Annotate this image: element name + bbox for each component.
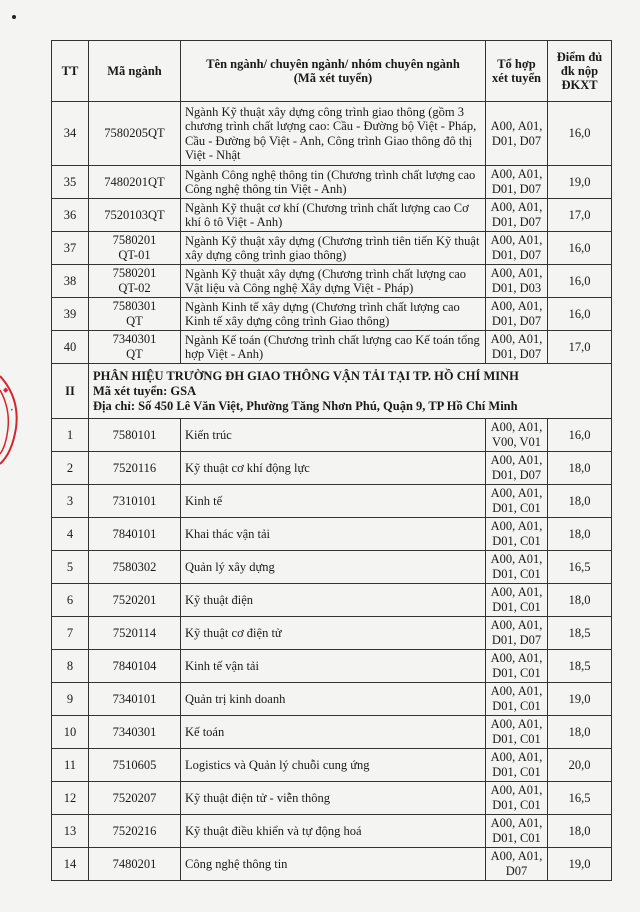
program-code-text: 7520216 bbox=[112, 823, 157, 838]
table-row bbox=[52, 199, 612, 232]
subject-combination bbox=[486, 166, 548, 199]
score-text: 18,5 bbox=[568, 658, 591, 673]
minimum-score bbox=[548, 419, 612, 452]
combo-line: A00, A01, bbox=[490, 233, 543, 247]
score-text: 18,0 bbox=[568, 460, 591, 475]
row-number-text: 1 bbox=[66, 427, 74, 442]
program-code bbox=[89, 199, 181, 232]
program-name-text: Quản lý xây dựng bbox=[185, 559, 275, 574]
combo-line: D01, D07 bbox=[491, 248, 542, 262]
program-name bbox=[181, 848, 486, 881]
combo-line: A00, A01, bbox=[490, 816, 543, 830]
row-number bbox=[52, 331, 89, 364]
section-row bbox=[52, 364, 612, 419]
subject-combination bbox=[486, 782, 548, 815]
combo-line: D01, C01 bbox=[492, 600, 541, 614]
table-row bbox=[52, 485, 612, 518]
program-name-text: Quản trị kinh doanh bbox=[185, 691, 286, 706]
table-row bbox=[52, 584, 612, 617]
score-text: 18,0 bbox=[568, 823, 591, 838]
program-code-text: 7520201 bbox=[112, 592, 157, 607]
combo-line: D01, C01 bbox=[492, 567, 541, 581]
subject-combination bbox=[486, 265, 548, 298]
program-code-text: 7580201 bbox=[112, 233, 157, 247]
punch-dot bbox=[12, 15, 16, 19]
program-code-text: 7520114 bbox=[112, 625, 157, 640]
program-code bbox=[89, 683, 181, 716]
program-code bbox=[89, 518, 181, 551]
row-number bbox=[52, 485, 89, 518]
svg-text:◆: ◆ bbox=[3, 386, 9, 394]
program-name-text: Khai thác vận tải bbox=[185, 526, 271, 541]
program-name-text: Kỹ thuật điện tử - viễn thông bbox=[185, 790, 330, 805]
program-name bbox=[181, 683, 486, 716]
program-name bbox=[181, 485, 486, 518]
minimum-score bbox=[548, 683, 612, 716]
program-code bbox=[89, 749, 181, 782]
score-text: 16,0 bbox=[568, 240, 591, 255]
table-row bbox=[52, 452, 612, 485]
minimum-score bbox=[548, 650, 612, 683]
minimum-score bbox=[548, 265, 612, 298]
program-code-text: 7340101 bbox=[112, 691, 157, 706]
row-number bbox=[52, 584, 89, 617]
program-code-text: 7340301 bbox=[112, 724, 157, 739]
red-stamp-fragment bbox=[0, 368, 24, 468]
row-number-text: 7 bbox=[66, 625, 74, 640]
minimum-score bbox=[548, 331, 612, 364]
subject-combination bbox=[486, 617, 548, 650]
table-row bbox=[52, 265, 612, 298]
row-number-text: 39 bbox=[63, 306, 77, 321]
combo-line: D01, C01 bbox=[492, 501, 541, 515]
program-code bbox=[89, 650, 181, 683]
table-row bbox=[52, 683, 612, 716]
combo-line: A00, A01, bbox=[490, 266, 543, 280]
section-address: Địa chỉ: Số 450 Lê Văn Việt, Phường Tăng Nhơn Phú, Quận 9, TP Hồ Chí Minh bbox=[93, 398, 518, 413]
program-code bbox=[89, 782, 181, 815]
row-number-text: 6 bbox=[66, 592, 74, 607]
combo-line: A00, A01, bbox=[490, 717, 543, 731]
row-number-text: 12 bbox=[63, 790, 77, 805]
subject-combination bbox=[486, 199, 548, 232]
combo-line: A00, A01, bbox=[490, 783, 543, 797]
row-number-text: 4 bbox=[66, 526, 74, 541]
row-number bbox=[52, 102, 89, 166]
program-name bbox=[181, 265, 486, 298]
combo-line: D01, D07 bbox=[491, 133, 542, 148]
combo-line: A00, A01, bbox=[490, 849, 543, 863]
combo-line: A00, A01, bbox=[490, 299, 543, 313]
minimum-score bbox=[548, 485, 612, 518]
program-name bbox=[181, 551, 486, 584]
subject-combination bbox=[486, 683, 548, 716]
svg-text:•: • bbox=[10, 407, 14, 414]
program-name-text: Ngành Kỹ thuật xây dựng (Chương trình tiên tiến Kỹ thuật xây dựng công trình giao thông) bbox=[185, 233, 480, 262]
row-number-text: 38 bbox=[63, 273, 77, 288]
score-text: 19,0 bbox=[568, 856, 591, 871]
score-text: 16,5 bbox=[568, 559, 591, 574]
combo-line: A00, A01, bbox=[490, 552, 543, 566]
program-name-text: Ngành Kỹ thuật xây dựng (Chương trình chất lượng cao Vật liệu và Công nghệ Xây dựng Việt - Pháp) bbox=[185, 266, 467, 295]
combo-line: A00, A01, bbox=[490, 200, 543, 214]
row-number bbox=[52, 782, 89, 815]
program-code bbox=[89, 331, 181, 364]
program-code-suffix: QT-01 bbox=[118, 248, 151, 262]
score-text: 18,0 bbox=[568, 493, 591, 508]
program-name-text: Kiến trúc bbox=[185, 427, 232, 442]
score-text: 18,5 bbox=[568, 625, 591, 640]
score-text: 17,0 bbox=[568, 207, 591, 222]
program-code-text: 7340301 bbox=[112, 332, 157, 346]
table-row bbox=[52, 298, 612, 331]
section-code: Mã xét tuyển: GSA bbox=[93, 383, 197, 398]
program-code bbox=[89, 102, 181, 166]
program-code-suffix: QT bbox=[126, 347, 143, 361]
combo-line: D01, D07 bbox=[491, 182, 542, 196]
program-code-text: 7520207 bbox=[112, 790, 157, 805]
program-name-text: Kế toán bbox=[185, 724, 225, 739]
program-name-text: Kỹ thuật điều khiển và tự động hoá bbox=[185, 823, 362, 838]
combo-line: A00, A01, bbox=[490, 453, 543, 467]
program-code-text: 7480201 bbox=[112, 856, 157, 871]
program-group-b bbox=[52, 419, 612, 881]
combo-line: D01, D07 bbox=[491, 314, 542, 328]
program-name bbox=[181, 331, 486, 364]
header-name: Tên ngành/ chuyên ngành/ nhóm chuyên ngành (Mã xét tuyển) bbox=[181, 41, 486, 102]
program-code bbox=[89, 452, 181, 485]
row-number bbox=[52, 166, 89, 199]
program-code-text: 7310101 bbox=[112, 493, 157, 508]
minimum-score bbox=[548, 102, 612, 166]
combo-line: D01, C01 bbox=[492, 765, 541, 779]
program-name bbox=[181, 232, 486, 265]
row-number-text: 36 bbox=[63, 207, 77, 222]
score-text: 16,0 bbox=[568, 273, 591, 288]
combo-line: D07 bbox=[505, 864, 528, 878]
program-code-text: 7840101 bbox=[112, 526, 157, 541]
program-code bbox=[89, 485, 181, 518]
combo-line: D01, D03 bbox=[491, 281, 542, 295]
minimum-score bbox=[548, 551, 612, 584]
program-name bbox=[181, 199, 486, 232]
row-number-text: 5 bbox=[66, 559, 74, 574]
table-row bbox=[52, 782, 612, 815]
table-row bbox=[52, 716, 612, 749]
program-code-suffix: QT-02 bbox=[118, 281, 151, 295]
row-number-text: 11 bbox=[63, 757, 77, 772]
program-code bbox=[89, 848, 181, 881]
score-text: 18,0 bbox=[568, 592, 591, 607]
row-number bbox=[52, 815, 89, 848]
table-row bbox=[52, 650, 612, 683]
row-number-text: 35 bbox=[63, 174, 77, 189]
subject-combination bbox=[486, 650, 548, 683]
program-name bbox=[181, 452, 486, 485]
program-code bbox=[89, 716, 181, 749]
program-code-text: 7580201 bbox=[112, 266, 157, 280]
row-number bbox=[52, 683, 89, 716]
row-number bbox=[52, 518, 89, 551]
header-score: Điểm đủ đk nộp ĐKXT bbox=[548, 41, 612, 102]
row-number bbox=[52, 298, 89, 331]
program-code bbox=[89, 551, 181, 584]
program-name bbox=[181, 584, 486, 617]
score-text: 17,0 bbox=[568, 339, 591, 354]
combo-line: A00, A01, bbox=[490, 420, 543, 434]
row-number-text: 3 bbox=[66, 493, 74, 508]
program-name bbox=[181, 650, 486, 683]
score-text: 16,0 bbox=[568, 306, 591, 321]
minimum-score bbox=[548, 617, 612, 650]
table-row bbox=[52, 848, 612, 881]
program-code-text: 7580101 bbox=[112, 427, 157, 442]
program-code bbox=[89, 166, 181, 199]
program-name bbox=[181, 419, 486, 452]
score-text: 19,0 bbox=[568, 174, 591, 189]
row-number-text: 37 bbox=[63, 240, 77, 255]
score-text: 18,0 bbox=[568, 724, 591, 739]
combo-line: D01, C01 bbox=[492, 798, 541, 812]
table-row bbox=[52, 232, 612, 265]
program-code-text: 7580205QT bbox=[104, 126, 165, 140]
program-code-text: 7520116 bbox=[112, 460, 157, 475]
program-name bbox=[181, 298, 486, 331]
score-text: 20,0 bbox=[568, 757, 591, 772]
minimum-score bbox=[548, 716, 612, 749]
row-number-text: 14 bbox=[63, 856, 77, 871]
combo-line: D01, D07 bbox=[491, 468, 542, 482]
section-header bbox=[89, 364, 612, 419]
admission-score-table bbox=[51, 40, 612, 881]
row-number-text: 2 bbox=[66, 460, 74, 475]
combo-line: A00, A01, bbox=[490, 684, 543, 698]
row-number bbox=[52, 848, 89, 881]
row-number-text: 34 bbox=[63, 126, 77, 140]
program-name bbox=[181, 617, 486, 650]
program-code-text: 7580302 bbox=[112, 559, 157, 574]
row-number-text: 13 bbox=[63, 823, 77, 838]
minimum-score bbox=[548, 298, 612, 331]
table-row bbox=[52, 815, 612, 848]
subject-combination bbox=[486, 815, 548, 848]
combo-line: A00, A01, bbox=[490, 486, 543, 500]
subject-combination bbox=[486, 848, 548, 881]
minimum-score bbox=[548, 815, 612, 848]
minimum-score bbox=[548, 518, 612, 551]
header-row bbox=[52, 41, 612, 102]
table-row bbox=[52, 166, 612, 199]
combo-line: D01, C01 bbox=[492, 831, 541, 845]
combo-line: A00, A01, bbox=[490, 167, 543, 181]
subject-combination bbox=[486, 331, 548, 364]
section-title: PHÂN HIỆU TRƯỜNG ĐH GIAO THÔNG VẬN TẢI TẠI TP. HỒ CHÍ MINH bbox=[93, 368, 519, 383]
program-group-a bbox=[52, 102, 612, 364]
program-name bbox=[181, 166, 486, 199]
subject-combination bbox=[486, 584, 548, 617]
row-number-text: 9 bbox=[66, 691, 74, 706]
row-number-text: 40 bbox=[63, 339, 77, 354]
program-name-text: Ngành Kinh tế xây dựng (Chương trình chất lượng cao Kinh tế xây dựng công trình Giao thông) bbox=[185, 299, 460, 328]
program-code bbox=[89, 298, 181, 331]
combo-line: A00, A01, bbox=[490, 651, 543, 665]
minimum-score bbox=[548, 232, 612, 265]
subject-combination bbox=[486, 749, 548, 782]
row-number-text: 8 bbox=[66, 658, 74, 673]
program-name-text: Kỹ thuật cơ điện tử bbox=[185, 625, 282, 640]
subject-combination bbox=[486, 232, 548, 265]
table-row bbox=[52, 331, 612, 364]
combo-line: A00, A01, bbox=[490, 585, 543, 599]
table-row bbox=[52, 518, 612, 551]
program-code-text: 7510605 bbox=[112, 757, 157, 772]
minimum-score bbox=[548, 166, 612, 199]
table-row bbox=[52, 617, 612, 650]
score-text: 19,0 bbox=[568, 691, 591, 706]
program-name bbox=[181, 749, 486, 782]
program-name-text: Kinh tế vận tải bbox=[185, 658, 259, 673]
row-number bbox=[52, 265, 89, 298]
program-code bbox=[89, 617, 181, 650]
header-tt: TT bbox=[52, 41, 89, 102]
program-name bbox=[181, 782, 486, 815]
combo-line: A00, A01, bbox=[490, 618, 543, 632]
row-number bbox=[52, 551, 89, 584]
combo-line: A00, A01, bbox=[490, 519, 543, 533]
combo-line: D01, D07 bbox=[491, 347, 542, 361]
program-code bbox=[89, 232, 181, 265]
table-row bbox=[52, 551, 612, 584]
combo-line: V00, V01 bbox=[491, 435, 542, 449]
score-text: 18,0 bbox=[568, 526, 591, 541]
program-name-text: Công nghệ thông tin bbox=[185, 856, 288, 871]
program-code bbox=[89, 584, 181, 617]
program-code bbox=[89, 265, 181, 298]
minimum-score bbox=[548, 848, 612, 881]
program-name bbox=[181, 716, 486, 749]
row-number bbox=[52, 749, 89, 782]
combo-line: A00, A01, bbox=[490, 118, 543, 133]
minimum-score bbox=[548, 584, 612, 617]
minimum-score bbox=[548, 199, 612, 232]
row-number bbox=[52, 452, 89, 485]
subject-combination bbox=[486, 452, 548, 485]
program-name-text: Logistics và Quản lý chuỗi cung ứng bbox=[185, 757, 370, 772]
program-code-suffix: QT bbox=[126, 314, 143, 328]
section-number: II bbox=[52, 364, 89, 419]
row-number bbox=[52, 232, 89, 265]
program-code-text: 7580301 bbox=[112, 299, 157, 313]
table-row bbox=[52, 419, 612, 452]
program-code-text: 7520103QT bbox=[104, 207, 165, 222]
program-name-text: Kỹ thuật cơ khí động lực bbox=[185, 460, 310, 475]
program-code-text: 7840104 bbox=[112, 658, 157, 673]
row-number bbox=[52, 617, 89, 650]
combo-line: D01, C01 bbox=[492, 699, 541, 713]
subject-combination bbox=[486, 485, 548, 518]
subject-combination bbox=[486, 102, 548, 166]
program-name bbox=[181, 102, 486, 166]
program-name-text: Ngành Kế toán (Chương trình chất lượng cao Kế toán tổng hợp Việt - Anh) bbox=[185, 332, 480, 361]
program-name-text: Kỹ thuật điện bbox=[185, 592, 254, 607]
table-row bbox=[52, 749, 612, 782]
program-name bbox=[181, 815, 486, 848]
program-name-text: Ngành Kỹ thuật cơ khí (Chương trình chất lượng cao Cơ khí ô tô Việt - Anh) bbox=[185, 200, 469, 229]
combo-line: D01, C01 bbox=[492, 666, 541, 680]
subject-combination bbox=[486, 419, 548, 452]
row-number bbox=[52, 419, 89, 452]
row-number bbox=[52, 716, 89, 749]
combo-line: D01, C01 bbox=[492, 534, 541, 548]
row-number bbox=[52, 650, 89, 683]
combo-line: D01, D07 bbox=[491, 215, 542, 229]
header-combo: Tổ hợp xét tuyển bbox=[486, 41, 548, 102]
combo-line: D01, C01 bbox=[492, 732, 541, 746]
program-name bbox=[181, 518, 486, 551]
combo-line: A00, A01, bbox=[490, 750, 543, 764]
row-number-text: 10 bbox=[63, 724, 77, 739]
score-text: 16,0 bbox=[568, 126, 591, 140]
minimum-score bbox=[548, 749, 612, 782]
program-code bbox=[89, 419, 181, 452]
section-ii bbox=[52, 364, 612, 419]
combo-line: D01, D07 bbox=[491, 633, 542, 647]
minimum-score bbox=[548, 782, 612, 815]
table-row bbox=[52, 102, 612, 166]
row-number bbox=[52, 199, 89, 232]
subject-combination bbox=[486, 716, 548, 749]
score-text: 16,5 bbox=[568, 790, 591, 805]
program-code-text: 7480201QT bbox=[104, 174, 165, 189]
minimum-score bbox=[548, 452, 612, 485]
subject-combination bbox=[486, 518, 548, 551]
combo-line: A00, A01, bbox=[490, 332, 543, 346]
header-code: Mã ngành bbox=[89, 41, 181, 102]
program-name-text: Ngành Kỹ thuật xây dựng công trình giao thông (gồm 3 chương trình chất lượng cao: Cầu - Đường bộ Việt - Pháp, Cầu - Đường bộ Việt - Anh, Công trình Giao thông đô thị Việt - Nhật bbox=[185, 104, 477, 162]
program-name-text: Ngành Công nghệ thông tin (Chương trình chất lượng cao Công nghệ thông tin Việt - Anh) bbox=[185, 167, 476, 196]
program-name-text: Kinh tế bbox=[185, 493, 223, 508]
score-text: 16,0 bbox=[568, 427, 591, 442]
subject-combination bbox=[486, 298, 548, 331]
program-code bbox=[89, 815, 181, 848]
subject-combination bbox=[486, 551, 548, 584]
